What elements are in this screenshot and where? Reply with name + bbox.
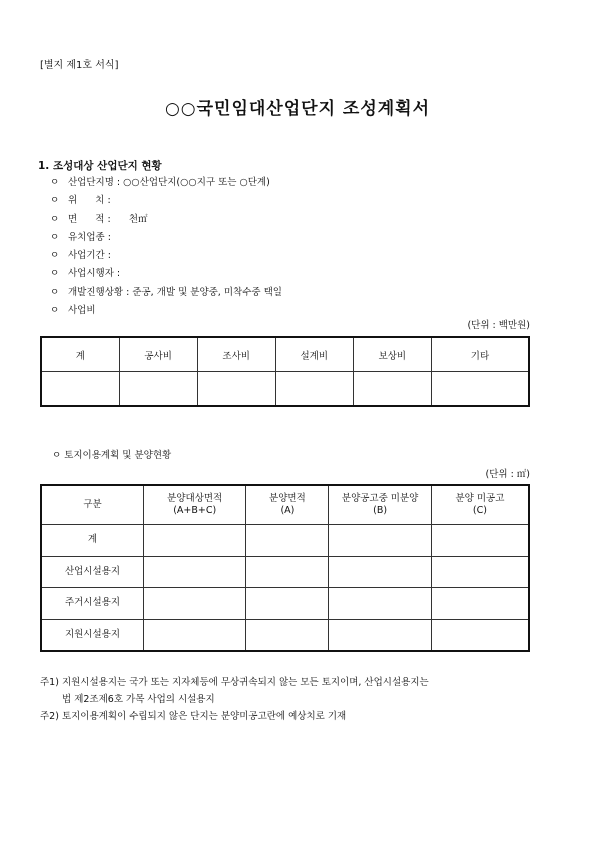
- table-row: [41, 588, 529, 620]
- table-header: 기타: [431, 337, 529, 372]
- item-label: 사업비: [68, 305, 96, 317]
- table-header: 설계비: [275, 337, 353, 372]
- row-label: 주거시설용지: [41, 588, 143, 620]
- document-title: ○○국민임대산업단지 조성계획서: [164, 99, 431, 119]
- table-header: 구분: [41, 485, 143, 525]
- table-header: 분양 미공고 (C): [431, 485, 529, 525]
- land-unit-label: (단위 : ㎡): [485, 469, 530, 480]
- row-label: 계: [41, 525, 143, 557]
- item-label: 사업기간: [68, 250, 105, 262]
- item-label: 개발진행상황: [68, 286, 124, 298]
- table-cell: [329, 588, 431, 620]
- table-cell: [143, 525, 245, 557]
- table-header: 계: [41, 337, 119, 372]
- table-cell: [275, 372, 353, 407]
- item-value: 천㎡: [113, 213, 148, 225]
- footnote: 주2) 토지이용계획이 수립되지 않은 단지는 분양미공고란에 예상치로 기재: [40, 711, 347, 722]
- table-cell: [329, 556, 431, 588]
- list-item: ㅇ 유치업종 :: [50, 229, 282, 247]
- item-label: 면 적: [68, 213, 105, 225]
- footnotes: [40, 674, 535, 725]
- bullet-icon: ㅇ: [50, 231, 60, 243]
- table-cell: [246, 525, 329, 557]
- table-cell: [143, 619, 245, 651]
- table-cell: [431, 556, 529, 588]
- land-use-heading: ㅇ 토지이용계획 및 분양현황: [52, 450, 172, 461]
- site-info-list: [50, 174, 282, 320]
- footnote: 주1) 지원시설용지는 국가 또는 지자체등에 무상귀속되지 않는 모든 토지이며, 산업시설용지는: [40, 677, 429, 688]
- item-label: 산업단지명: [68, 177, 114, 188]
- table-cell: [353, 372, 431, 407]
- table-cell: [41, 372, 119, 407]
- table-header: 공사비: [119, 337, 197, 372]
- table-cell: [246, 556, 329, 588]
- table-header: 분양면적 (A): [246, 485, 329, 525]
- item-value: 준공, 개발 및 분양중, 미착수중 택일: [132, 286, 282, 298]
- bullet-icon: ㅇ: [50, 305, 60, 317]
- list-item: ㅇ 사업기간 :: [50, 247, 282, 265]
- list-item: [50, 302, 282, 320]
- table-cell: [197, 372, 275, 407]
- table-cell: [246, 619, 329, 651]
- list-item: ㅇ 면 적 : 천㎡: [50, 211, 282, 229]
- bullet-icon: ㅇ: [50, 268, 60, 280]
- footnote: 법 제2조제6호 가목 사업의 시설용지: [62, 694, 215, 705]
- list-item: ㅇ 위 치 :: [50, 192, 282, 210]
- list-item: ㅇ 사업시행자 :: [50, 265, 282, 283]
- table-header: 보상비: [353, 337, 431, 372]
- cost-unit-label: (단위 : 백만원): [467, 320, 530, 331]
- bullet-icon: ㅇ: [50, 250, 60, 262]
- form-number-label: [별지 제1호 서식]: [40, 60, 119, 71]
- table-cell: [431, 372, 529, 407]
- land-use-table: [40, 484, 530, 652]
- table-cell: [143, 588, 245, 620]
- table-cell: [431, 525, 529, 557]
- table-cell: [143, 556, 245, 588]
- table-cell: [431, 588, 529, 620]
- table-row: [41, 372, 529, 407]
- item-value: ○○산업단지(○○지구 또는 ○단계): [123, 177, 270, 188]
- cost-table: [40, 336, 530, 407]
- item-label: 사업시행자: [68, 268, 114, 280]
- table-row: [41, 556, 529, 588]
- table-cell: [329, 619, 431, 651]
- list-item: ㅇ 산업단지명 : ○○산업단지(○○지구 또는 ○단계): [50, 174, 282, 192]
- table-header: 분양대상면적 (A+B+C): [143, 485, 245, 525]
- table-cell: [329, 525, 431, 557]
- item-label: 유치업종: [68, 231, 105, 243]
- table-cell: [119, 372, 197, 407]
- table-cell: [246, 588, 329, 620]
- table-cell: [431, 619, 529, 651]
- row-label: 산업시설용지: [41, 556, 143, 588]
- bullet-icon: ㅇ: [50, 177, 60, 188]
- table-row: [41, 619, 529, 651]
- section-heading: 1. 조성대상 산업단지 현황: [38, 160, 162, 172]
- table-header: 조사비: [197, 337, 275, 372]
- row-label: 지원시설용지: [41, 619, 143, 651]
- bullet-icon: ㅇ: [50, 195, 60, 207]
- list-item: ㅇ 개발진행상황 : 준공, 개발 및 분양중, 미착수중 택일: [50, 284, 282, 302]
- item-label: 위 치: [68, 195, 105, 207]
- table-row: [41, 525, 529, 557]
- table-header: 분양공고중 미분양 (B): [329, 485, 431, 525]
- bullet-icon: ㅇ: [50, 213, 60, 225]
- bullet-icon: ㅇ: [50, 286, 60, 298]
